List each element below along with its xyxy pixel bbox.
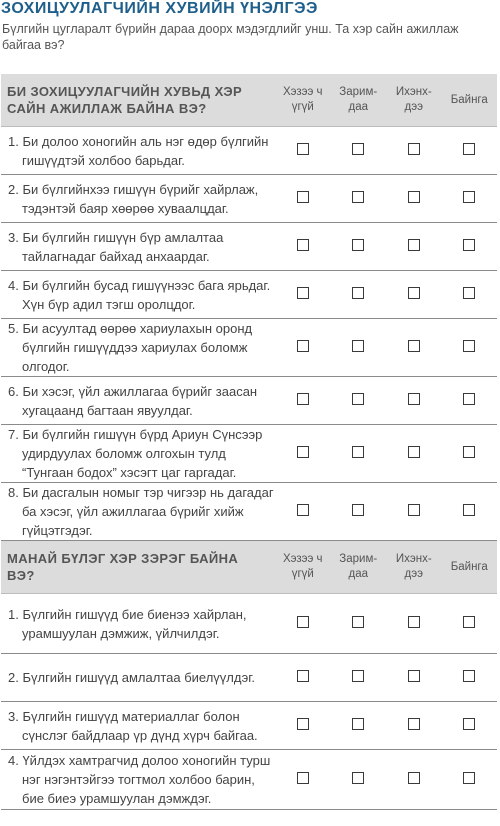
rating-checkbox[interactable]	[408, 340, 420, 352]
checkbox-cell	[275, 594, 331, 654]
rating-checkbox[interactable]	[297, 340, 309, 352]
statement-row	[1, 594, 497, 654]
checkbox-cell	[275, 702, 331, 750]
statement-text: 7. Би бүлгийн гишүүн бүрд Ариун Сүнсээр удирдуулах боломж олгохын тулд “Тунгаан бодох” хэсэгт цаг гаргадаг.	[1, 425, 275, 483]
rating-checkbox[interactable]	[408, 239, 420, 251]
rating-checkbox[interactable]	[408, 504, 420, 516]
checkbox-cell	[442, 127, 498, 175]
statement-text: 8. Би дасгалын номыг тэр чигээр нь дагадаг ба хэсэг, үйл ажиллагаа бүрийг хийж гүйцэтгэдэг.	[1, 483, 275, 541]
option-column-header	[275, 74, 331, 127]
checkbox-cell	[275, 654, 331, 702]
checkbox-cell	[275, 127, 331, 175]
rating-checkbox[interactable]	[297, 718, 309, 730]
checkbox-cell	[386, 425, 442, 483]
rating-checkbox[interactable]	[463, 446, 475, 458]
checkbox-cell	[442, 223, 498, 271]
checkbox-cell	[442, 319, 498, 377]
rating-checkbox[interactable]	[408, 772, 420, 784]
rating-checkbox[interactable]	[352, 772, 364, 784]
checkbox-cell	[442, 594, 498, 654]
checkbox-cell	[442, 377, 498, 425]
checkbox-cell	[386, 319, 442, 377]
rating-checkbox[interactable]	[297, 393, 309, 405]
statement-row	[1, 377, 497, 425]
option-label: Хэзээ ч үгүй	[282, 86, 323, 113]
rating-checkbox[interactable]	[297, 191, 309, 203]
checkbox-cell	[331, 750, 387, 810]
checkbox-cell	[386, 483, 442, 541]
checkbox-cell	[442, 483, 498, 541]
checkbox-cell	[331, 654, 387, 702]
checkbox-cell	[331, 127, 387, 175]
option-column-header	[331, 541, 387, 594]
checkbox-cell	[275, 175, 331, 223]
statement-text: 2. Би бүлгийнхээ гишүүн бүрийг хайрлаж, тэдэнтэй баяр хөөрөө хуваалцдаг.	[1, 175, 275, 223]
statement-text: 2. Бүлгийн гишүүд амлалтаа биелүүлдэг.	[1, 654, 275, 702]
rating-checkbox[interactable]	[408, 670, 420, 682]
statement-row	[1, 175, 497, 223]
rating-checkbox[interactable]	[408, 616, 420, 628]
statement-row	[1, 271, 497, 319]
option-column-header	[442, 74, 498, 127]
rating-checkbox[interactable]	[352, 191, 364, 203]
option-column-header	[386, 74, 442, 127]
option-label: Ихэнх-дээ	[395, 553, 432, 580]
checkbox-cell	[275, 750, 331, 810]
statement-text: 4. Үйлдэх хамтрагчид долоо хоногийн турш нэг нэгэнтэйгээ тогтмол холбоо барин, бие биеэ урамшуулан дэмждэг.	[1, 750, 275, 810]
statement-text: 6. Би хэсэг, үйл ажиллагаа бүрийг заасан хугацаанд багтаан явуулдаг.	[1, 377, 275, 425]
option-label: Ихэнх-дээ	[395, 86, 432, 113]
statement-text: 3. Бүлгийн гишүүд материаллаг болон сүнслэг байдлаар үр дүнд хүрч байгаа.	[1, 702, 275, 750]
checkbox-cell	[386, 750, 442, 810]
checkbox-cell	[331, 223, 387, 271]
statement-text: 4. Би бүлгийн бусад гишүүнээс бага ярьдаг. Хүн бүр адил тэгш оролцдог.	[1, 271, 275, 319]
rating-checkbox[interactable]	[352, 287, 364, 299]
rating-checkbox[interactable]	[463, 239, 475, 251]
checkbox-cell	[442, 750, 498, 810]
rating-checkbox[interactable]	[463, 191, 475, 203]
checkbox-cell	[386, 175, 442, 223]
rating-checkbox[interactable]	[463, 772, 475, 784]
statement-row	[1, 654, 497, 702]
checkbox-cell	[442, 271, 498, 319]
self-assessment-table	[1, 74, 497, 810]
rating-checkbox[interactable]	[352, 239, 364, 251]
checkbox-cell	[275, 223, 331, 271]
checkbox-cell	[386, 654, 442, 702]
rating-checkbox[interactable]	[463, 287, 475, 299]
section-header	[1, 541, 497, 594]
section-heading: МАНАЙ БҮЛЭГ ХЭР ЗЭРЭГ БАЙНА ВЭ?	[1, 541, 275, 594]
checkbox-cell	[331, 483, 387, 541]
statement-text: 3. Би бүлгийн гишүүн бүр амлалтаа тайлагнадаг байхад анхаардаг.	[1, 223, 275, 271]
rating-checkbox[interactable]	[408, 191, 420, 203]
statement-text: 1. Би долоо хоногийн аль нэг өдөр бүлгийн гишүүдтэй холбоо барьдаг.	[1, 127, 275, 175]
rating-checkbox[interactable]	[463, 616, 475, 628]
rating-checkbox[interactable]	[297, 616, 309, 628]
rating-checkbox[interactable]	[352, 616, 364, 628]
rating-checkbox[interactable]	[352, 143, 364, 155]
option-column-header	[275, 541, 331, 594]
rating-checkbox[interactable]	[463, 340, 475, 352]
checkbox-cell	[386, 377, 442, 425]
option-column-header	[442, 541, 498, 594]
checkbox-cell	[386, 594, 442, 654]
statement-row	[1, 223, 497, 271]
rating-checkbox[interactable]	[408, 718, 420, 730]
statement-row	[1, 702, 497, 750]
checkbox-cell	[442, 702, 498, 750]
rating-checkbox[interactable]	[352, 718, 364, 730]
rating-checkbox[interactable]	[297, 504, 309, 516]
rating-checkbox[interactable]	[297, 287, 309, 299]
option-column-header	[386, 541, 442, 594]
rating-checkbox[interactable]	[408, 446, 420, 458]
rating-checkbox[interactable]	[297, 446, 309, 458]
statement-row	[1, 750, 497, 810]
rating-checkbox[interactable]	[408, 143, 420, 155]
rating-checkbox[interactable]	[463, 393, 475, 405]
page-title: ЗОХИЦУУЛАГЧИЙН ХУВИЙН ҮНЭЛГЭЭ	[1, 0, 318, 17]
checkbox-cell	[331, 319, 387, 377]
checkbox-cell	[331, 425, 387, 483]
checkbox-cell	[331, 175, 387, 223]
checkbox-cell	[386, 271, 442, 319]
rating-checkbox[interactable]	[463, 143, 475, 155]
rating-checkbox[interactable]	[297, 772, 309, 784]
option-label: Зарим-даа	[339, 553, 378, 580]
checkbox-cell	[275, 271, 331, 319]
statement-row	[1, 127, 497, 175]
checkbox-cell	[275, 483, 331, 541]
option-label: Байнга	[450, 93, 488, 106]
checkbox-cell	[386, 127, 442, 175]
checkbox-cell	[442, 654, 498, 702]
checkbox-cell	[442, 425, 498, 483]
checkbox-cell	[442, 175, 498, 223]
option-label: Хэзээ ч үгүй	[282, 553, 323, 580]
checkbox-cell	[275, 377, 331, 425]
rating-checkbox[interactable]	[297, 670, 309, 682]
statement-row	[1, 483, 497, 541]
section-header	[1, 74, 497, 127]
checkbox-cell	[331, 702, 387, 750]
rating-checkbox[interactable]	[408, 393, 420, 405]
option-label: Зарим-даа	[339, 86, 378, 113]
option-column-header	[331, 74, 387, 127]
checkbox-cell	[331, 377, 387, 425]
rating-checkbox[interactable]	[352, 504, 364, 516]
section-heading: БИ ЗОХИЦУУЛАГЧИЙН ХУВЬД ХЭР САЙН АЖИЛЛАЖ БАЙНА ВЭ?	[1, 74, 275, 127]
rating-checkbox[interactable]	[352, 393, 364, 405]
checkbox-cell	[275, 319, 331, 377]
checkbox-cell	[386, 223, 442, 271]
option-label: Байнга	[450, 560, 488, 573]
checkbox-cell	[331, 594, 387, 654]
rating-checkbox[interactable]	[352, 340, 364, 352]
rating-checkbox[interactable]	[408, 287, 420, 299]
rating-checkbox[interactable]	[297, 239, 309, 251]
checkbox-cell	[275, 425, 331, 483]
checkbox-cell	[331, 271, 387, 319]
statement-row	[1, 425, 497, 483]
statement-text: 1. Бүлгийн гишүүд бие биенээ хайрлан, урамшуулан дэмжиж, үйлчилдэг.	[1, 594, 275, 654]
rating-checkbox[interactable]	[463, 718, 475, 730]
rating-checkbox[interactable]	[352, 670, 364, 682]
statement-row	[1, 319, 497, 377]
rating-checkbox[interactable]	[352, 446, 364, 458]
rating-checkbox[interactable]	[463, 504, 475, 516]
checkbox-cell	[386, 702, 442, 750]
rating-checkbox[interactable]	[463, 670, 475, 682]
rating-checkbox[interactable]	[297, 143, 309, 155]
statement-text: 5. Би асуултад өөрөө хариулахын оронд бүлгийн гишүүддээ хариулах боломж олгодог.	[1, 319, 275, 377]
intro-text: Бүлгийн цугларалт бүрийн дараа доорх мэдэгдлийг унш. Та хэр сайн ажиллаж байгаа вэ?	[2, 22, 459, 52]
